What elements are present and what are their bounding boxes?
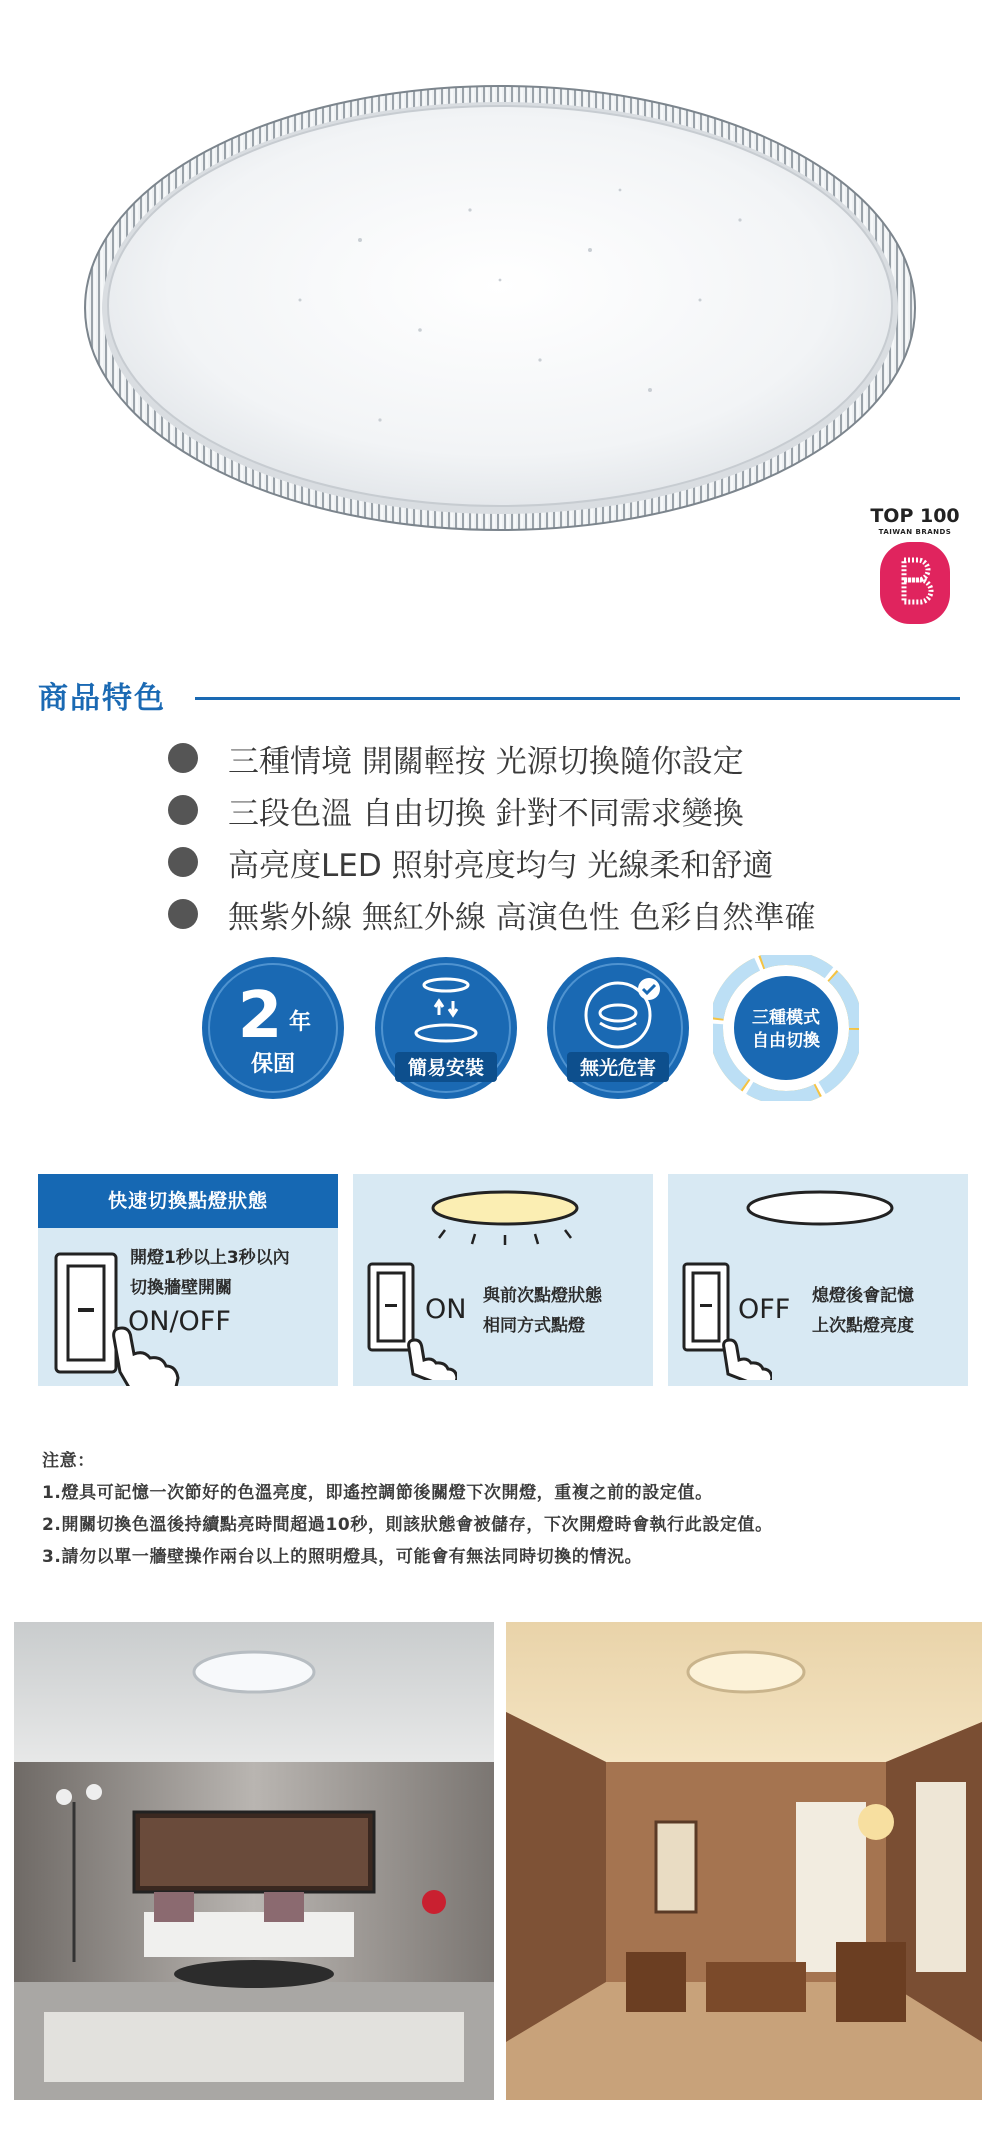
off-line1: 熄燈後會記憶 [812,1286,914,1306]
on-off-label: ON/OFF [128,1306,231,1337]
feature-text: 高亮度LED 照射亮度均勻 光線柔和舒適 [228,847,774,884]
quick-switch-line2: 切換牆壁開關 [130,1278,232,1298]
bullet-icon [168,899,198,929]
quick-switch-panel [38,1174,338,1386]
hero-lamp-image [0,0,1000,660]
bullet-icon [168,795,198,825]
warranty-label: 保固 [250,1052,296,1077]
warranty-icon [200,955,346,1101]
off-panel [668,1174,968,1386]
features-title: 商品特色 [38,681,166,716]
living-room-photo [14,1622,494,2100]
notes-title: 注意： [42,1451,95,1471]
award-subtitle: TAIWAN BRANDS [878,528,952,536]
warranty-unit: 年 [288,1010,312,1035]
feature-text: 三段色溫 自由切換 針對不同需求變換 [228,795,744,832]
warranty-number: 2 [237,979,283,1053]
warm-room-photo [506,1622,982,2100]
on-panel [353,1174,653,1386]
three-modes-icon [713,955,859,1101]
easy-install-label: 簡易安裝 [407,1057,485,1079]
feature-item [168,836,816,888]
quick-switch-line1: 開燈1秒以上3秒以內 [130,1248,290,1268]
feature-item [168,784,816,836]
feature-item [168,888,816,940]
on-line2: 相同方式點燈 [483,1316,585,1336]
feature-item [168,732,816,784]
off-label: OFF [738,1294,791,1325]
no-light-hazard-icon [545,955,691,1101]
notes-section [42,1445,773,1573]
no-light-hazard-label: 無光危害 [579,1057,657,1079]
quick-switch-header: 快速切換點燈狀態 [38,1174,338,1228]
three-modes-line2: 自由切換 [752,1031,820,1051]
award-title: TOP 100 [870,505,960,527]
on-label: ON [425,1294,467,1325]
top100-award-badge [860,505,970,626]
easy-install-icon [373,955,519,1101]
note-item: 1.燈具可記憶一次節好的色溫亮度，即遙控調節後關燈下次開燈，重複之前的設定值。 [42,1483,713,1503]
three-modes-line1: 三種模式 [752,1008,820,1028]
feature-text: 三種情境 開關輕按 光源切換隨你設定 [228,743,744,780]
on-line1: 與前次點燈狀態 [483,1286,602,1306]
bullet-icon [168,847,198,877]
note-item: 2.開關切換色溫後持續點亮時間超過10秒，則該狀態會被儲存，下次開燈時會執行此設定值。 [42,1515,773,1535]
brand-b-logo-icon [878,540,952,626]
bullet-icon [168,743,198,773]
features-divider [195,697,960,700]
glowing-lamp-icon [427,1188,583,1252]
feature-text: 無紫外線 無紅外線 高演色性 色彩自然準確 [228,899,816,936]
dark-lamp-icon [742,1188,898,1236]
features-list [168,732,816,940]
off-line2: 上次點燈亮度 [812,1316,914,1336]
note-item: 3.請勿以單一牆壁操作兩台以上的照明燈具，可能會有無法同時切換的情況。 [42,1547,643,1567]
